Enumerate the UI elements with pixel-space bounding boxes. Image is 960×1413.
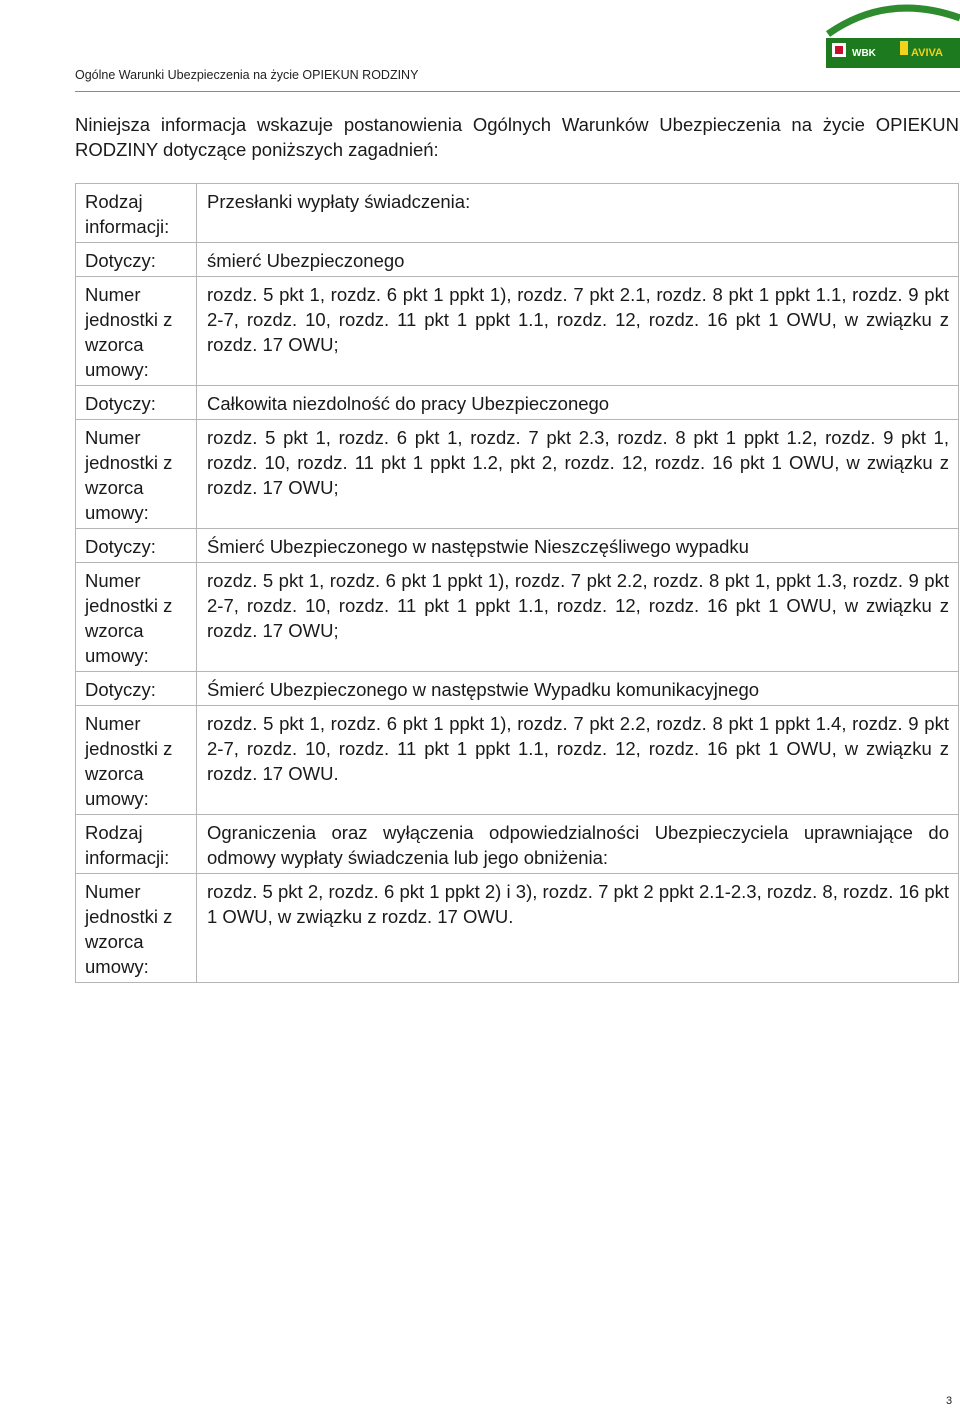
logo-left-text: WBK — [852, 48, 876, 59]
row-value: rozdz. 5 pkt 1, rozdz. 6 pkt 1 ppkt 1), rozdz. 7 pkt 2.2, rozdz. 8 pkt 1 ppkt 1.4, rozdz. 9 pkt 2-7, rozdz. 10, rozdz. 11 pkt 1 ppkt 1.1, rozdz. 12, rozdz. 16 pkt 1 OWU, w związku z rozdz. 17 OWU. — [197, 706, 959, 815]
row-label: Numer jednostki z wzorca umowy: — [76, 563, 197, 672]
row-label: Dotyczy: — [76, 529, 197, 563]
row-label: Numer jednostki z wzorca umowy: — [76, 874, 197, 983]
intro-paragraph: Niniejsza informacja wskazuje postanowienia Ogólnych Warunków Ubezpieczenia na życie OPIEKUN RODZINY dotyczące poniższych zagadnień: — [75, 114, 959, 160]
header-divider — [75, 91, 960, 92]
row-value: Przesłanki wypłaty świadczenia: — [197, 184, 959, 243]
document-header-title: Ogólne Warunki Ubezpieczenia na życie OPIEKUN RODZINY — [75, 68, 419, 82]
bzwbk-aviva-logo — [818, 0, 960, 92]
table-row — [76, 420, 959, 529]
table-row — [76, 563, 959, 672]
row-value: Całkowita niezdolność do pracy Ubezpieczonego — [197, 386, 959, 420]
row-value: śmierć Ubezpieczonego — [197, 243, 959, 277]
table-row — [76, 386, 959, 420]
logo-right-text: AVIVA — [911, 47, 943, 59]
table-row — [76, 184, 959, 243]
row-value: rozdz. 5 pkt 1, rozdz. 6 pkt 1 ppkt 1), rozdz. 7 pkt 2.2, rozdz. 8 pkt 1, ppkt 1.3, rozdz. 9 pkt 2-7, rozdz. 10, rozdz. 11 pkt 1 ppkt 1.1, rozdz. 12, rozdz. 16 pkt 1 OWU, w związku z rozdz. 17 OWU; — [197, 563, 959, 672]
table-row — [76, 243, 959, 277]
table-row — [76, 277, 959, 386]
page-number: 3 — [946, 1395, 953, 1407]
row-value: Śmierć Ubezpieczonego w następstwie Wypadku komunikacyjnego — [197, 672, 959, 706]
row-label: Numer jednostki z wzorca umowy: — [76, 706, 197, 815]
row-value: rozdz. 5 pkt 1, rozdz. 6 pkt 1 ppkt 1), rozdz. 7 pkt 2.1, rozdz. 8 pkt 1 ppkt 1.1, rozdz. 9 pkt 2-7, rozdz. 10, rozdz. 11 pkt 1 ppkt 1.1, rozdz. 12, rozdz. 16 pkt 1 OWU, w związku z rozdz. 17 OWU; — [197, 277, 959, 386]
row-label: Dotyczy: — [76, 672, 197, 706]
table-row — [76, 706, 959, 815]
row-label: Rodzaj informacji: — [76, 184, 197, 243]
table-row — [76, 815, 959, 874]
row-value: Ograniczenia oraz wyłączenia odpowiedzialności Ubezpieczyciela uprawniające do odmowy wypłaty świadczenia lub jego obniżenia: — [197, 815, 959, 874]
row-label: Dotyczy: — [76, 386, 197, 420]
row-value: Śmierć Ubezpieczonego w następstwie Nieszczęśliwego wypadku — [197, 529, 959, 563]
row-label: Dotyczy: — [76, 243, 197, 277]
row-label: Numer jednostki z wzorca umowy: — [76, 420, 197, 529]
row-value: rozdz. 5 pkt 2, rozdz. 6 pkt 1 ppkt 2) i 3), rozdz. 7 pkt 2 ppkt 2.1-2.3, rozdz. 8, rozdz. 16 pkt 1 OWU, w związku z rozdz. 17 OWU. — [197, 874, 959, 983]
row-label: Numer jednostki z wzorca umowy: — [76, 277, 197, 386]
table-row — [76, 672, 959, 706]
row-value: rozdz. 5 pkt 1, rozdz. 6 pkt 1, rozdz. 7 pkt 2.3, rozdz. 8 pkt 1 ppkt 1.2, rozdz. 9 pkt 1, rozdz. 10, rozdz. 11 pkt 1 ppkt 1.2, pkt 2, rozdz. 12, rozdz. 16 pkt 1 OWU, w związku z rozdz. 17 OWU; — [197, 420, 959, 529]
row-label: Rodzaj informacji: — [76, 815, 197, 874]
information-table — [75, 183, 959, 983]
table-row — [76, 874, 959, 983]
table-row — [76, 529, 959, 563]
